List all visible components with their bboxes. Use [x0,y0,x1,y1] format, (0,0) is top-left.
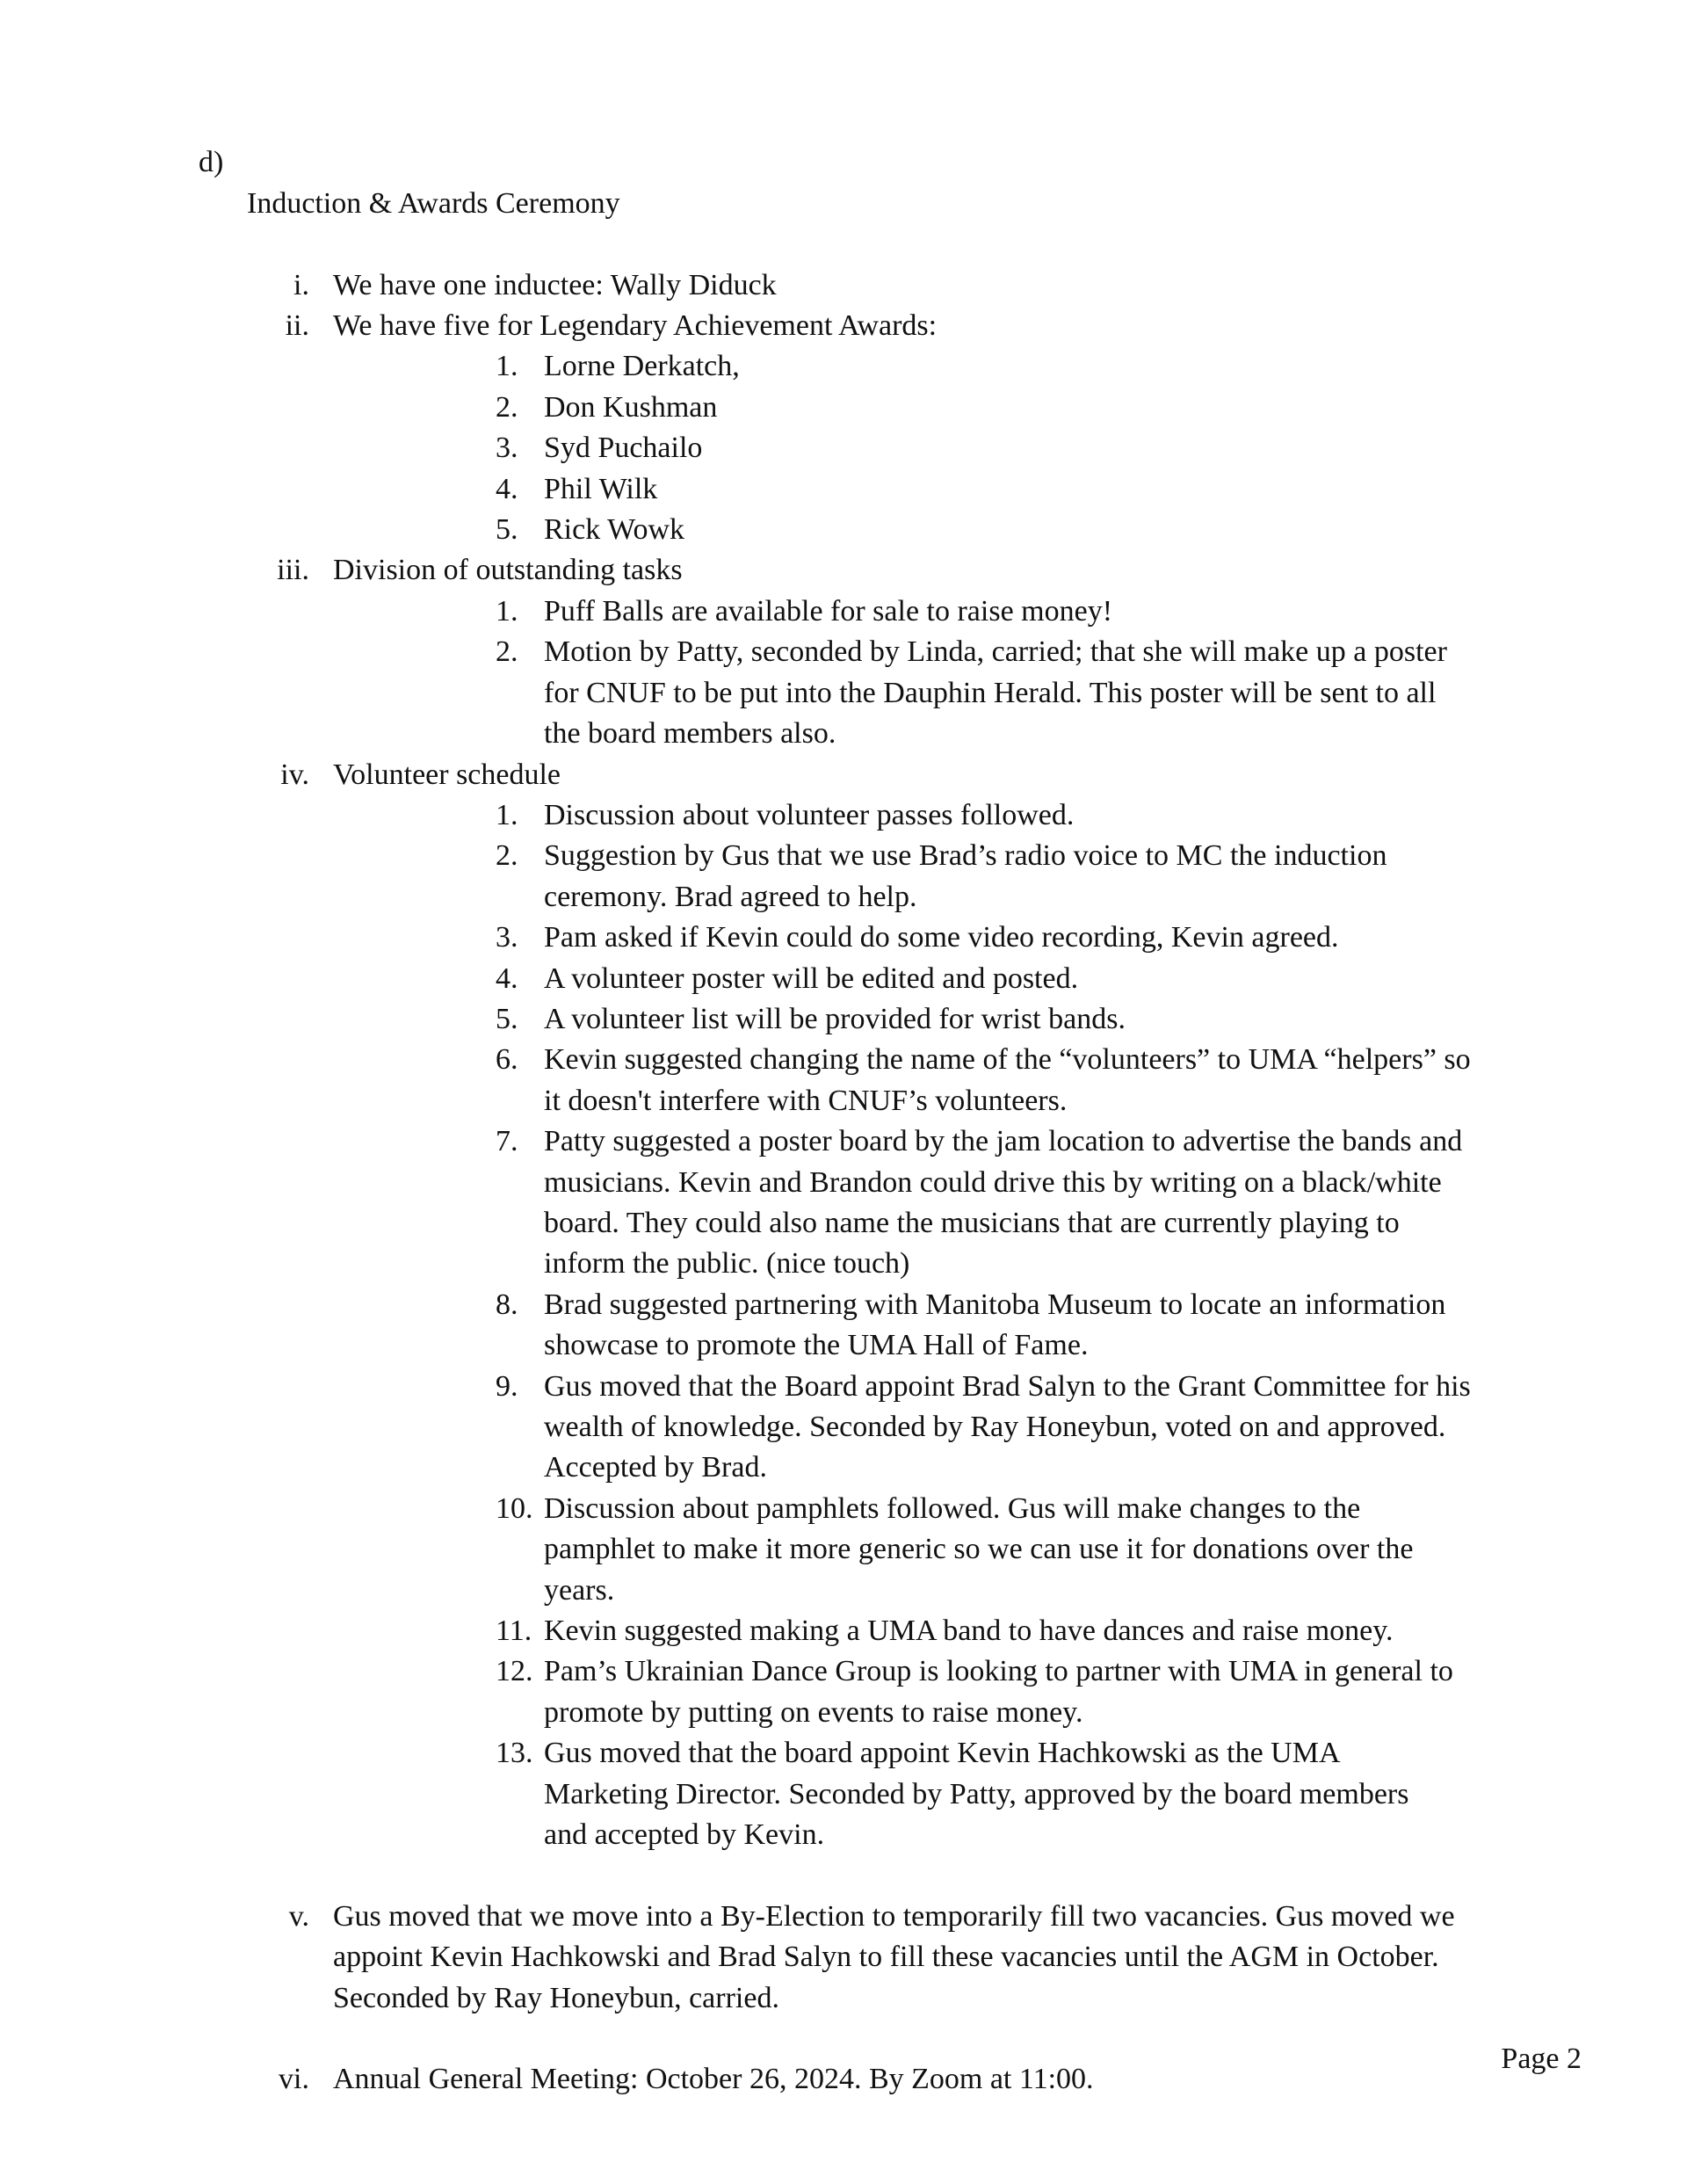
list-item-text: Volunteer schedule [333,758,561,791]
list-item-text: A volunteer list will be provided for wrist bands. [544,1002,1126,1035]
list-marker: vi. [279,2063,309,2096]
list-marker: iii. [277,554,309,587]
list-marker: 2. [496,635,518,669]
list-item-text: Kevin suggested making a UMA band to have dances and raise money. [544,1614,1394,1648]
list-item [0,755,1687,795]
list-marker: 10. [496,1491,533,1525]
section-title: Induction & Awards Ceremony [247,186,620,220]
list-item-text: Patty suggested a poster board by the jam location to advertise the bands and musicians. Kevin and Brandon could drive this by writing on a black/white board. They could also name the musicians that are currently playing to inform the public. (nice touch) [544,1125,1463,1281]
list-item-text: Gus moved that we move into a By-Election to temporarily fill two vacancies. Gus moved we appoint Kevin Hachkowski and Brad Salyn to fill these vacancies until the AGM in October. Seconded by Ray Honeybun, carried. [333,1899,1455,2014]
list-marker: ii. [285,309,309,343]
sub-list-item [0,1040,1687,1121]
list-marker: 12. [496,1655,533,1688]
list-marker: 7. [496,1125,518,1158]
sub-list-item [0,1121,1687,1285]
list-item-text: Phil Wilk [544,472,658,505]
list-item-text: Kevin suggested changing the name of the “volunteers” to UMA “helpers” so it doesn't interfere with CNUF’s volunteers. [544,1043,1471,1117]
list-item [0,2059,1687,2100]
sub-list-item [0,836,1687,918]
list-marker: 3. [496,921,518,954]
list-item-text: Don Kushman [544,390,718,424]
sub-list-item [0,1489,1687,1611]
document-body [0,102,1687,2101]
list-marker: 5. [496,1002,518,1035]
list-item-text: A volunteer poster will be edited and posted. [544,961,1079,995]
list-item-text: We have one inductee: Wally Diduck [333,268,777,301]
list-item-text: Motion by Patty, seconded by Linda, carried; that she will make up a poster for CNUF to be put into the Dauphin Herald. This poster will be sent to all the board members also. [544,635,1447,751]
sub-list-item [0,428,1687,468]
list-item-text: Gus moved that the board appoint Kevin Hachkowski as the UMA Marketing Director. Seconded by Patty, approved by the board members and accepted by Kevin. [544,1737,1409,1852]
list-marker: 8. [496,1288,518,1321]
sub-list-item [0,1611,1687,1651]
list-item-text: Pam asked if Kevin could do some video recording, Kevin agreed. [544,921,1339,954]
list-marker: 4. [496,961,518,995]
list-marker: 9. [496,1369,518,1403]
section-heading [0,102,1687,265]
list-item-text: Lorne Derkatch, [544,350,740,383]
list-item-text: Discussion about volunteer passes followed. [544,798,1075,831]
list-item-text: Brad suggested partnering with Manitoba Museum to locate an information showcase to promote the UMA Hall of Fame. [544,1288,1446,1362]
list-marker: 2. [496,390,518,424]
list-marker: i. [293,268,309,301]
sub-list-item [0,918,1687,958]
sub-list-item [0,999,1687,1040]
list-item-text: Syd Puchailo [544,432,703,465]
list-item-text: Rick Wowk [544,513,685,547]
list-item-text: We have five for Legendary Achievement Awards: [333,309,938,343]
sub-list-item [0,959,1687,999]
section-marker: d) [199,146,224,179]
list-item-text: Discussion about pamphlets followed. Gus will make changes to the pamphlet to make it more generic so we can use it for donations over the years. [544,1491,1414,1607]
sub-list-item [0,795,1687,836]
list-marker: 5. [496,513,518,547]
list-marker: 1. [496,798,518,831]
list-item-text: Gus moved that the Board appoint Brad Salyn to the Grant Committee for his wealth of knowledge. Seconded by Ray Honeybun, voted on and approved. Accepted by Brad. [544,1369,1471,1484]
sub-list-item [0,388,1687,428]
list-item-text: Division of outstanding tasks [333,554,683,587]
list-marker: 2. [496,839,518,873]
list-marker: 13. [496,1737,533,1770]
sub-list-item [0,469,1687,510]
list-item [0,550,1687,591]
list-marker: 11. [496,1614,532,1648]
list-marker: 1. [496,594,518,628]
list-marker: 4. [496,472,518,505]
list-marker: iv. [280,758,309,791]
list-marker: v. [288,1899,309,1933]
sub-list-item [0,346,1687,387]
list-item [0,1897,1687,2019]
list-item [0,265,1687,306]
sub-list-item [0,1285,1687,1367]
list-marker: 6. [496,1043,518,1077]
list-item-text: Suggestion by Gus that we use Brad’s radio voice to MC the induction ceremony. Brad agreed to help. [544,839,1387,913]
sub-list-item [0,1733,1687,1855]
list-marker: 1. [496,350,518,383]
sub-list-item [0,632,1687,754]
list-item [0,306,1687,346]
page-number: Page 2 [1501,2043,1582,2075]
sub-list-item [0,1367,1687,1489]
sub-list-item [0,510,1687,550]
sub-list-item [0,591,1687,632]
list-marker: 3. [496,432,518,465]
list-item-text: Puff Balls are available for sale to raise money! [544,594,1113,628]
list-item-text: Annual General Meeting: October 26, 2024. By Zoom at 11:00. [333,2063,1094,2096]
sub-list-item [0,1651,1687,1733]
list-item-text: Pam’s Ukrainian Dance Group is looking to partner with UMA in general to promote by putting on events to raise money. [544,1655,1453,1729]
